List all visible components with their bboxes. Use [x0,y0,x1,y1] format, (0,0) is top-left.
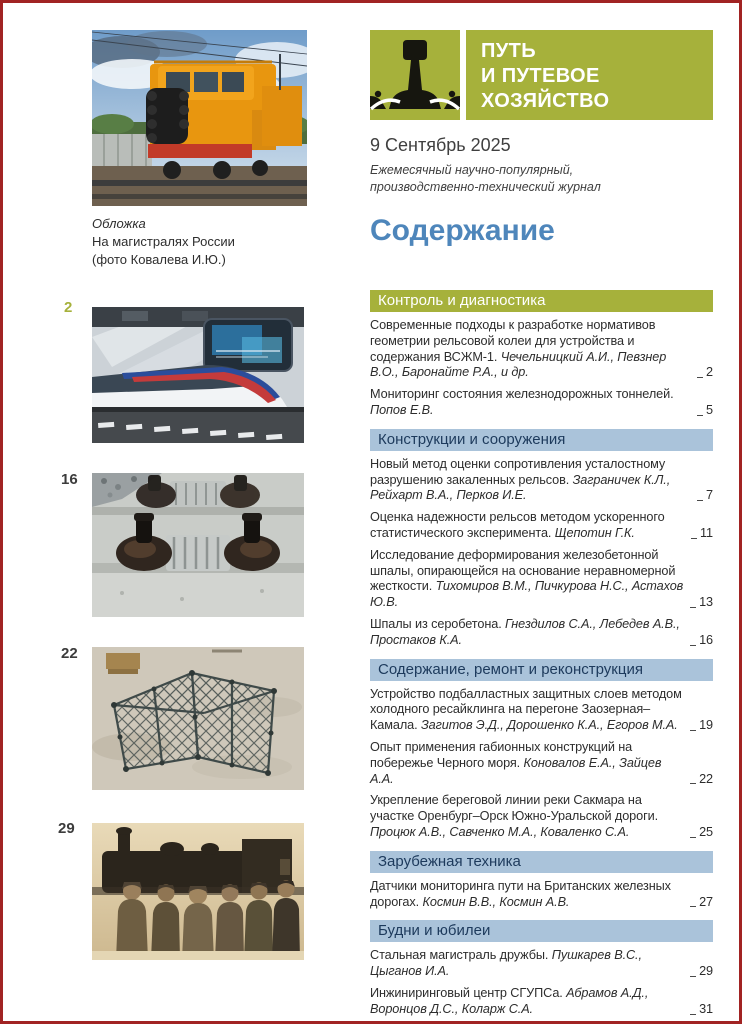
article-page-number: 13 [699,595,713,610]
magazine-title-line2: И ПУТЕВОЕ [481,65,600,87]
article-authors: Пушкарев В.С., Цыганов И.А. [370,948,642,979]
dot-leader [690,645,696,646]
article-title: Оценка надежности рельсов методом ускоренного статистического эксперимента. [370,510,665,540]
toc-article [370,948,713,980]
toc-article [370,387,713,419]
thumb-photo-train-model [92,307,304,443]
toc-article [370,986,713,1018]
toc-sections [370,290,713,1018]
dot-leader [690,976,696,977]
article-page-number: 27 [699,894,713,909]
dot-leader [697,500,703,501]
article-page-number: 5 [706,402,713,417]
thumb-photo-fastenings [92,473,304,617]
section-header-3: Зарубежная техника [370,851,713,873]
article-authors: Чечельницкий А.И., Певзнер В.О., Баронайте Р.А., и др. [370,349,667,380]
dot-leader [690,837,696,838]
article-title: Укрепление береговой линии реки Сакмара на участке Оренбург–Орск Южно-Уральской дороги. [370,793,659,824]
cover-photo [92,30,307,206]
thumb-page-number: 22 [61,645,78,662]
toc-article [370,318,713,381]
article-authors: Космин В.В., Космин А.В. [422,894,570,909]
thumb-photo-gabion [92,647,304,790]
toc-article [370,457,713,504]
concrete-sleeper-fastenings-photo [92,473,304,617]
article-authors: Попов Е.В. [370,402,434,417]
article-page-number: 19 [699,718,713,733]
article-title: Опыт применения габионных конструкций на побережье Черного моря. [370,739,633,770]
article-title: Стальная магистраль дружбы. [370,948,552,963]
magazine-subtitle [370,162,601,196]
cover-caption [92,215,235,269]
section-header-0: Контроль и диагностика [370,290,713,312]
article-authors: Абрамов А.Д., Воронцов Д.С., Коларж С.А. [370,985,649,1016]
dot-leader [690,1014,696,1015]
dot-leader [690,783,696,784]
article-page-number: 11 [700,525,713,540]
article-page-number: 7 [706,488,713,503]
article-authors: Заграничек К.Л., Рейхарт В.А., Перков И.Е. [370,472,671,503]
subtitle-line1: Ежемесячный научно-популярный, [370,163,574,177]
article-title: Современные подходы к разработке нормативов геометрии рельсовой колеи для устройства и содержания ВСЖМ-1. [370,318,656,364]
thumb-page-number: 2 [64,299,73,316]
toc-article [370,793,713,840]
gabion-mesh-box-photo [92,647,304,790]
toc-article [370,510,713,542]
cover-caption-line2: (фото Ковалева И.Ю.) [92,252,226,267]
article-title: Новый метод оценки сопротивления усталостному разрушению закаленных рельсов. [370,456,666,487]
toc-article [370,548,713,611]
section-header-1: Конструкции и сооружения [370,429,713,451]
article-title: Мониторинг состояния железнодорожных тоннелей. [370,387,674,402]
article-page-number: 29 [699,964,713,979]
dot-leader [697,377,703,378]
article-title: Устройство подбалластных защитных слоев методом холодного ресайклинга на перегоне Заозерная–Камала. [370,686,682,733]
article-page-number: 22 [699,771,713,786]
dot-leader [690,906,696,907]
magazine-title-line3: ХОЗЯЙСТВО [481,90,610,112]
toc-article [370,740,713,787]
cover-caption-label: Обложка [92,216,146,231]
article-page-number: 25 [699,824,713,839]
section-header-2: Содержание, ремонт и реконструкция [370,659,713,681]
section-header-4: Будни и юбилеи [370,920,713,942]
thumb-photo-historic [92,823,304,960]
article-authors: Щепотин Г.К. [554,525,635,540]
article-authors: Коновалов Е.А., Зайцев А.А. [370,755,662,786]
issue-date: 9 Сентябрь 2025 [370,135,511,155]
toc-article [370,687,713,734]
article-title: Шпалы из серобетона. [370,616,506,631]
orange-track-machine-photo [92,30,307,206]
contents-heading: Содержание [370,214,555,247]
article-title: Исследование деформирования железобетонной шпалы, опирающейся на основание неравномерной жесткости. [370,547,676,594]
cover-caption-line1: На магистралях России [92,234,235,249]
subtitle-line2: производственно-технический журнал [370,180,601,194]
dot-leader [690,730,696,731]
article-authors: Гнездилов С.А., Лебедев А.В., Простаков К.А. [370,616,680,647]
high-speed-train-model-photo [92,307,304,443]
toc-article [370,617,713,649]
article-title: Датчики мониторинга пути на Британских железных дорогах. [370,878,671,909]
article-authors: Загитов Э.Д., Дорошенко К.А., Егоров М.А. [420,718,678,733]
toc-article [370,879,713,911]
article-page-number: 31 [699,1001,713,1016]
article-authors: Тихомиров В.М., Пичкурова Н.С., Астахов Ю.В. [370,579,684,610]
magazine-title-line1: ПУТЬ [481,40,537,62]
thumb-page-number: 29 [58,820,75,837]
article-authors: Процюк А.В., Савченко М.А., Коваленко С.А. [370,824,630,839]
historic-steam-locomotive-crew-photo [92,823,304,960]
dot-leader [697,415,703,416]
magazine-title-box [466,30,713,120]
article-page-number: 16 [699,632,713,647]
article-title: Инжиниринговый центр СГУПСа. [370,985,567,1000]
dot-leader [690,607,696,608]
article-page-number: 2 [706,365,713,380]
dot-leader [691,538,697,539]
rail-profile-logo-icon [370,30,460,120]
thumb-page-number: 16 [61,471,78,488]
